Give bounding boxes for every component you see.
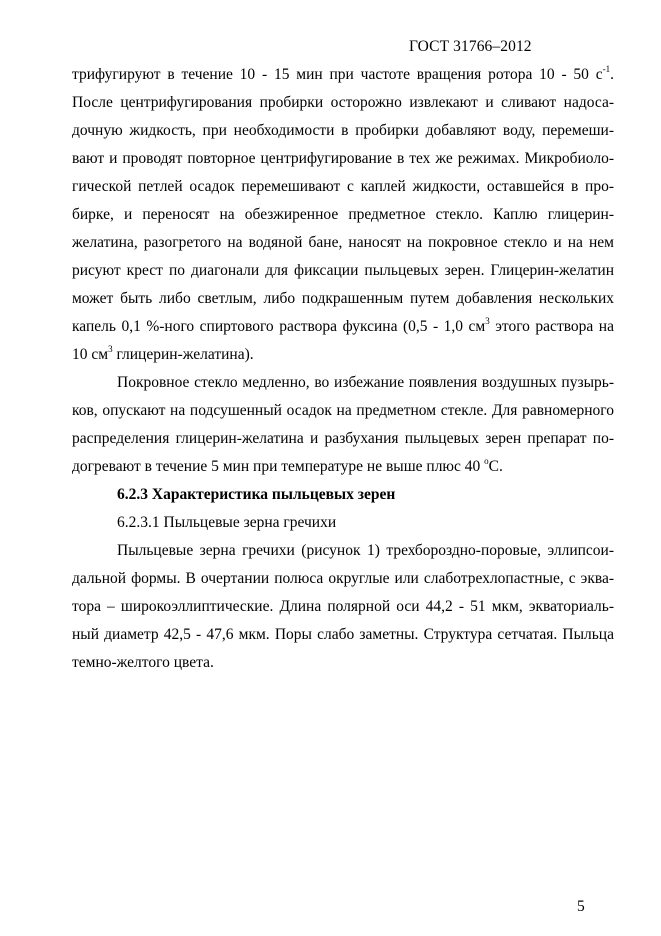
text-line: вают и проводят повторное центрифугирование в тех же режимах. Микробиоло- bbox=[72, 150, 614, 167]
text-line: дочную жидкость, при необходимости в пробирки добавляют воду, перемеши- bbox=[72, 122, 614, 139]
text-line: может быть либо светлым, либо подкрашенным путем добавления нескольких bbox=[72, 290, 614, 307]
text-line: догревают в течение 5 мин при температуре не выше плюс 40 $^o$С. bbox=[72, 455, 503, 475]
section-heading: 6.2.3 Характеристика пыльцевых зерен bbox=[117, 486, 396, 503]
text-line: После центрифугирования пробирки осторожно извлекают и сливают надоса- bbox=[72, 94, 614, 111]
text-line: распределения глицерин-желатина и разбухания пыльцевых зерен препарат по- bbox=[72, 430, 614, 447]
subsection-heading: 6.2.3.1 Пыльцевые зерна гречихи bbox=[117, 514, 337, 531]
text-line: темно-желтого цвета. bbox=[72, 654, 214, 671]
text-line: трифугируют в течение 10 - 15 мин при частоте вращения ротора 10 - 50 $с^{-1}$. bbox=[72, 63, 614, 83]
text-line: дальной формы. В очертании полюса округлые или слаботрехлопастные, с эква- bbox=[72, 570, 614, 587]
text-line: Покровное стекло медленно, во избежание появления воздушных пузырь- bbox=[117, 374, 614, 391]
text-line: тора – широкоэллиптические. Длина полярной оси 44,2 - 51 мкм, экваториаль- bbox=[72, 598, 614, 615]
document-header: ГОСТ 31766–2012 bbox=[409, 38, 532, 55]
text-line: Пыльцевые зерна гречихи (рисунок 1) трехбороздно-поровые, эллипсои- bbox=[117, 542, 614, 559]
text-line: капель 0,1 %-ного спиртового раствора фуксина (0,5 - 1,0 $см^3$ этого раствора на bbox=[72, 315, 614, 335]
text-line: желатина, разогретого на водяной бане, наносят на покровное стекло и на нем bbox=[72, 234, 614, 251]
text-line: 10 $см^3$ глицерин-желатина). bbox=[72, 343, 254, 363]
text-line: рисуют крест по диагонали для фиксации пыльцевых зерен. Глицерин-желатин bbox=[72, 262, 614, 279]
text-line: бирке, и переносят на обезжиренное предметное стекло. Каплю глицерин- bbox=[72, 206, 614, 223]
page-number: 5 bbox=[577, 898, 585, 915]
text-line: ков, опускают на подсушенный осадок на предметном стекле. Для равномерного bbox=[72, 402, 614, 419]
text-line: ный диаметр 42,5 - 47,6 мкм. Поры слабо заметны. Структура сетчатая. Пыльца bbox=[72, 626, 614, 643]
text-line: гической петлей осадок перемешивают с каплей жидкости, оставшейся в про- bbox=[72, 178, 614, 195]
